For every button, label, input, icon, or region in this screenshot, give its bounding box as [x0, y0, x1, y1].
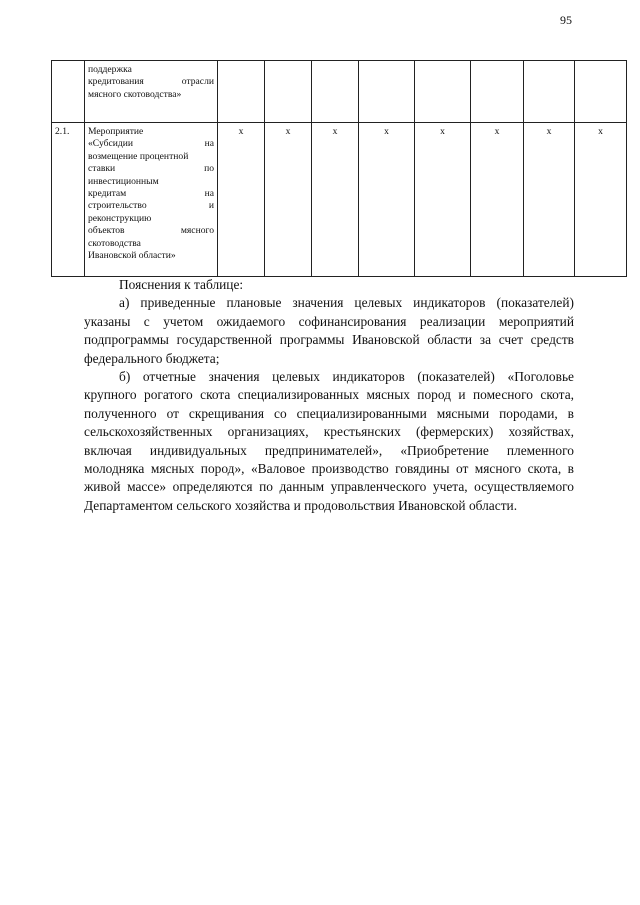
description-line: реконструкцию	[88, 212, 152, 224]
note-item-a: а) приведенные плановые значения целевых индикаторов (показателей) указаны с учетом ожидаемого софинансирования реализации мероприятий подпрограммы государственной программы Ивановской области за счет средств федерального бюджета;	[84, 295, 574, 366]
note-item-b: б) отчетные значения целевых индикаторов (показателей) «Поголовье крупного рогатого скота специализированных мясных пород и помесного скота, полученного от скрещивания со специализированными мясными породами, в сельскохозяйственных организациях, крестьянских (фермерских) хозяйствах, включая индивидуальных предпринимателей», «Приобретение племенного молодняка мясных пород», «Валовое производство говядины от мясного скота, в живой массе» определяются по данным управленческого учета, осуществляемого Департаментом сельского хозяйства и продовольствия Ивановской области.	[84, 369, 574, 513]
indicator-table	[51, 60, 627, 277]
row-number-cell: 2.1.	[52, 123, 85, 277]
value-cell: x	[524, 123, 575, 277]
description-line: поддержка	[88, 64, 132, 75]
table-row-2-1	[52, 123, 627, 277]
value-cell: x	[471, 123, 524, 277]
description-line: «Субсидии на	[88, 138, 214, 150]
page-number: 95	[560, 13, 572, 27]
notes-heading: Пояснения к таблице:	[119, 277, 244, 292]
description-line: строительство и	[88, 200, 214, 212]
description-line: возмещение процентной	[88, 150, 189, 162]
row-description-cell	[85, 123, 218, 277]
description-line: ставки по	[88, 163, 214, 175]
value-cell: x	[359, 123, 415, 277]
value-cell	[218, 61, 265, 123]
value-cell	[312, 61, 359, 123]
table-notes	[84, 276, 574, 515]
value-cell	[524, 61, 575, 123]
description-line: мясного скотоводства»	[88, 88, 182, 100]
description-line: Ивановской области»	[88, 250, 176, 262]
value-cell: x	[575, 123, 627, 277]
value-cell	[575, 61, 627, 123]
table-row-continued	[52, 61, 627, 123]
row-description-cell	[85, 61, 218, 123]
description-line: объектов мясного	[88, 225, 214, 237]
value-cell: x	[415, 123, 471, 277]
description-line: кредитования отрасли	[88, 76, 214, 88]
value-cell: x	[218, 123, 265, 277]
description-line: инвестиционным	[88, 175, 159, 187]
value-cell: x	[312, 123, 359, 277]
value-cell	[265, 61, 312, 123]
value-cell	[359, 61, 415, 123]
row-number-cell	[52, 61, 85, 123]
description-line: кредитам на	[88, 188, 214, 200]
description-line: скотоводства	[88, 237, 141, 249]
description-line: Мероприятие	[88, 126, 144, 137]
value-cell: x	[265, 123, 312, 277]
value-cell	[415, 61, 471, 123]
value-cell	[471, 61, 524, 123]
